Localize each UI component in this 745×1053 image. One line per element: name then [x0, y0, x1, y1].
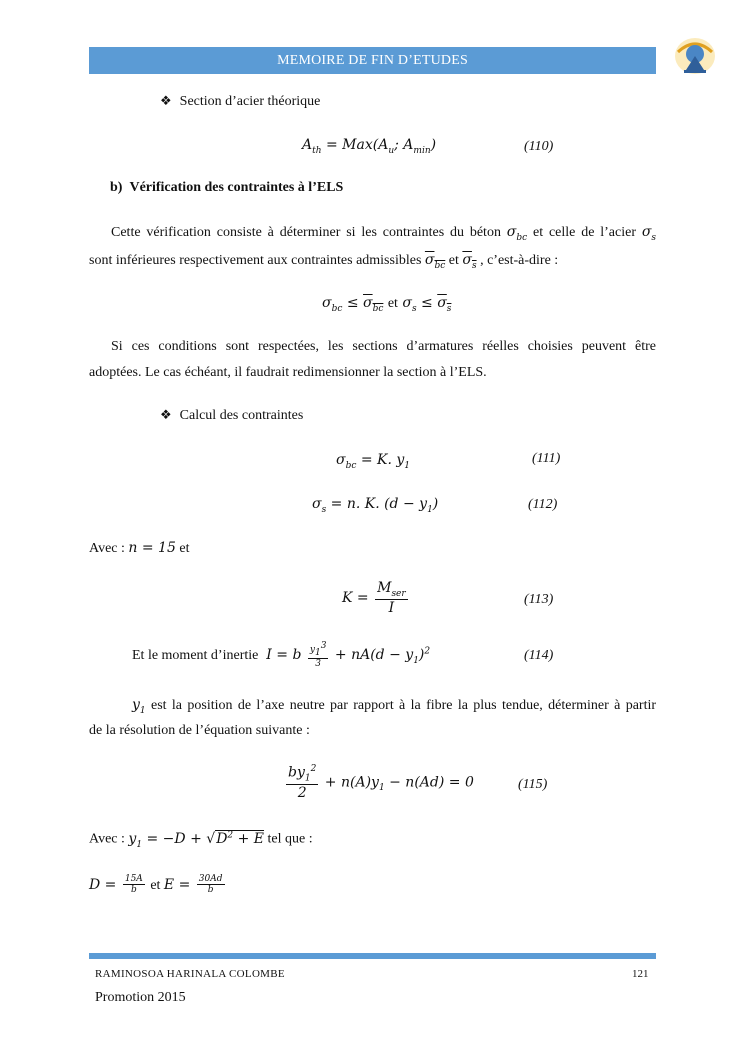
equation-number-115: (115)	[518, 777, 548, 792]
paragraph-conditions-line1: Si ces conditions sont respectées, les sections d’armatures réelles choisies peuvent être	[111, 339, 656, 354]
paragraph-conditions-line2: adoptées. Le cas échéant, il faudrait redimensionner la section à l’ELS.	[89, 365, 487, 380]
bullet-calcul-contraintes: ❖ Calcul des contraintes	[160, 407, 304, 423]
equation-number-110: (110)	[524, 139, 554, 154]
avec-n-line: Avec : n = 15 et	[89, 540, 190, 556]
paragraph-axe-neutre-line1: $y_1$ est la position de l’axe neutre par rapport à la fibre la plus tendue, déterminer à partir	[132, 697, 657, 716]
equation-113: K = $\frac{M_{ser}}{I}$	[342, 580, 406, 617]
equation-114: Et le moment d’inertie I = b $\frac{y_1^3}{3}$ + $nA(d - y_1)^2$	[132, 641, 431, 670]
bullet-section-acier: ❖ Section d’acier théorique	[160, 93, 321, 109]
diamond-bullet-icon: ❖	[160, 93, 172, 108]
avec-y1-line: Avec : $y_1 = -D + √D^2 + E$ tel que :	[89, 830, 313, 850]
footer-promotion: Promotion 2015	[95, 990, 186, 1005]
paragraph-verification-line2: sont inférieures respectivement aux contraintes admissibles $\sigma_{bc}$ et $\sigma_s$ , c’est-à-dire :	[89, 252, 559, 271]
equation-number-111: (111)	[532, 451, 561, 466]
equation-115: $\frac{by_1^2}{2}$ + $n(A)y_1 - n(Ad) = 0$	[288, 764, 474, 801]
equation-number-114: (114)	[524, 648, 554, 663]
equation-111: $\sigma_{bc} = K$. $y_1$	[336, 452, 411, 471]
footer-divider	[89, 953, 656, 959]
header-title: MEMOIRE DE FIN D’ETUDES	[277, 52, 468, 68]
university-logo	[672, 34, 718, 78]
fraction: $\frac{M_{ser}}{I}$	[377, 580, 406, 617]
equation-number-113: (113)	[524, 592, 554, 607]
equation-110: $A_{th} = Max(A_u$; $A_{min}$)	[302, 137, 437, 156]
fraction: $\frac{by_1^2}{2}$	[288, 764, 317, 801]
section-b-heading: b) Vérification des contraintes à l’ELS	[110, 180, 344, 195]
paragraph-axe-neutre-line2: de la résolution de l’équation suivante :	[89, 723, 310, 738]
equation-number-112: (112)	[528, 497, 558, 512]
page-number: 121	[632, 968, 649, 980]
d-e-definitions: D = $\frac{15A}{b}$ et E = $\frac{30Ad}{b}$	[89, 874, 223, 896]
page-header	[89, 47, 656, 74]
paragraph-verification-line1: Cette vérification consiste à déterminer si les contraintes du béton $\sigma_{bc}$ et celle de l’acier $\sigma_s$	[111, 224, 657, 243]
equation-112: $\sigma_s = n$. K. $(d - y_1)$	[312, 496, 439, 515]
condition-equation: $\sigma_{bc} \le \sigma_{bc}$ et $\sigma_s \le \sigma_s$	[322, 295, 452, 314]
footer-author: RAMINOSOA HARINALA COLOMBE	[95, 968, 285, 980]
diamond-bullet-icon: ❖	[160, 407, 172, 422]
